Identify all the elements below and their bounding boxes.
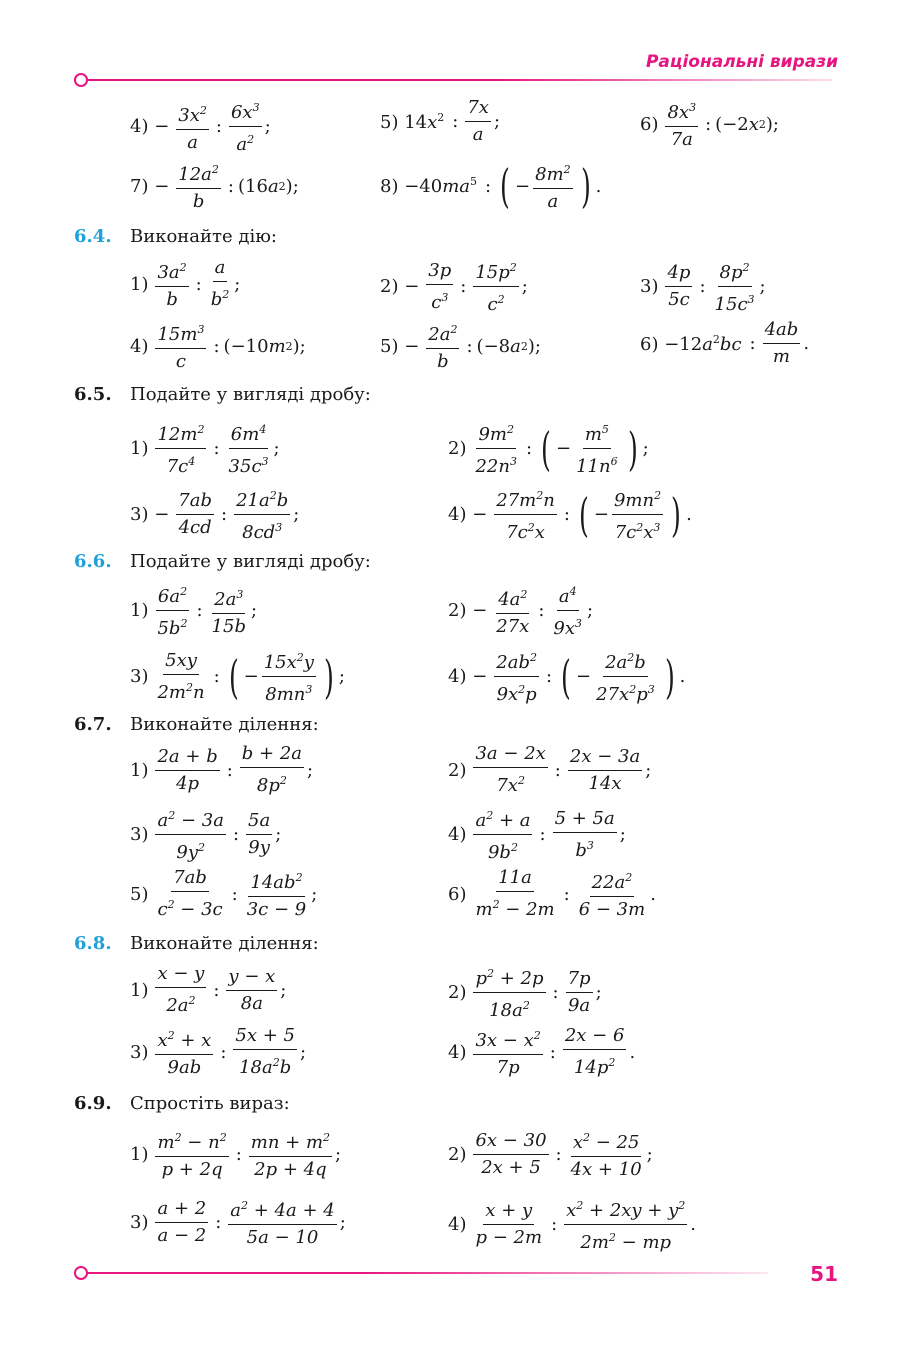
expr-6-4-2: 2) − $\frac{3p}{c^3}$ : $\frac{15p^2}{c^2}$ ;	[380, 256, 528, 317]
expr-6-6-1: 1) $\frac{6a^2}{5b^2}$ : $\frac{2a^3}{15b}$ ;	[130, 580, 257, 641]
expr-6-3-5: 5) $14x^2$ : $\frac{7x}{a}$ ;	[380, 97, 501, 145]
task-6-6: 6.6. Подайте у вигляді дробу:	[74, 551, 371, 572]
task-6-7: 6.7. Виконайте ділення:	[74, 714, 319, 735]
expr-6-7-1: 1) $\frac{2a + b}{4p}$ : $\frac{b + 2a}{8p^2}$ ;	[130, 743, 314, 796]
expr-6-5-3: 3) − $\frac{7ab}{4cd}$ : $\frac{21a^2b}{8cd^3}$ ;	[130, 484, 299, 545]
expr-6-9-2: 2) $\frac{6x - 30}{2x + 5}$ : $\frac{x^2 - 25}{4x + 10}$ ;	[448, 1126, 653, 1182]
expr-6-9-3: 3) $\frac{a + 2}{a - 2}$ : $\frac{a^2 + 4a + 4}{5a - 10}$ ;	[130, 1194, 346, 1250]
expr-6-8-3: 3) $\frac{x^2 + x}{9ab}$ : $\frac{5x + 5}{18a^2b}$ ;	[130, 1025, 307, 1078]
expr-6-6-4: 4) − $\frac{2ab^2}{9x^2p}$ : ( − $\frac{2a^2b}{27x^2p^3}$ ) .	[448, 646, 685, 707]
page-number: 51	[810, 1262, 838, 1286]
expr-6-4-1: 1) $\frac{3a^2}{b}$ : $\frac{a}{b^2}$ ;	[130, 257, 241, 310]
expr-6-3-8: $8) -40ma^5$ : ( − $\frac{8m^2}{a}$ ) .	[380, 159, 602, 213]
task-6-4: 6.4. Виконайте дію:	[74, 226, 277, 247]
expr-6-6-2: 2) − $\frac{4a^2}{27x}$ : $\frac{a^4}{9x^3}$ ;	[448, 580, 593, 641]
expr-6-5-1: 1) $\frac{12m^2}{7c^4}$ : $\frac{6m^4}{35c^3}$ ;	[130, 418, 280, 479]
expr-6-5-4: 4) − $\frac{27m^2n}{7c^2x}$ : ( − $\frac{9mn^2}{7c^2x^3}$ ) .	[448, 484, 692, 545]
expr-6-4-6: $6) -12a^2bc$ : $\frac{4ab}{m}$ .	[640, 319, 810, 367]
task-6-5: 6.5. Подайте у вигляді дробу:	[74, 384, 371, 405]
expr-6-9-4: 4) $\frac{x + y}{p - 2m}$ : $\frac{x^2 + 2xy + y^2}{2m^2 - mp}$ .	[448, 1194, 696, 1255]
expr-6-7-3: 3) $\frac{a^2 - 3a}{9y^2}$ : $\frac{5a}{9y}$ ;	[130, 804, 281, 865]
expr-6-4-4: 4) $\frac{15m^3}{c}$ : (−10 m 2 );	[130, 318, 306, 374]
expr-6-8-2: 2) $\frac{p^2 + 2p}{18a^2}$ : $\frac{7p}{9a}$ ;	[448, 962, 602, 1023]
header-rule	[86, 79, 832, 81]
expr-6-3-6: 6) $\frac{8x^3}{7a}$ : (−2 x 2 );	[640, 96, 779, 152]
footer-rule	[86, 1272, 768, 1274]
expr-6-3-7: 7) − $\frac{12a^2}{b}$ : (16 a 2 );	[130, 158, 299, 214]
expr-6-7-5: 5) $\frac{7ab}{c^2 - 3c}$ : $\frac{14ab^2}{3c - 9}$ ;	[130, 867, 318, 920]
expr-6-8-4: 4) $\frac{3x - x^2}{7p}$ : $\frac{2x - 6}{14p^2}$ .	[448, 1025, 636, 1078]
section-title: Раціональні вирази	[645, 52, 838, 72]
task-6-8: 6.8. Виконайте ділення:	[74, 933, 319, 954]
expr-6-4-5: 5) − $\frac{2a^2}{b}$ : (−8 a 2 );	[380, 318, 541, 374]
task-6-9: 6.9. Спростіть вираз:	[74, 1093, 290, 1114]
expr-6-7-2: 2) $\frac{3a - 2x}{7x^2}$ : $\frac{2x - 3a}{14x}$ ;	[448, 743, 652, 796]
expr-6-6-3: 3) $\frac{5xy}{2m^2n}$ : ( − $\frac{15x^2y}{8mn^3}$ ) ;	[130, 646, 345, 707]
expr-6-4-3: 3) $\frac{4p}{5c}$ : $\frac{8p^2}{15c^3}$ ;	[640, 256, 766, 317]
expr-6-3-4: 4) − $\frac{3x^2}{a}$ : $\frac{6x^3}{a^2}$ ;	[130, 96, 271, 157]
expr-6-5-2: 2) $\frac{9m^2}{22n^3}$ : ( − $\frac{m^5}{11n^6}$ ) ;	[448, 418, 649, 479]
expr-6-7-6: 6) $\frac{11a}{m^2 - 2m}$ : $\frac{22a^2}{6 - 3m}$ .	[448, 867, 656, 920]
expr-6-8-1: 1) $\frac{x - y}{2a^2}$ : $\frac{y - x}{8a}$ ;	[130, 963, 287, 1016]
expr-6-9-1: 1) $\frac{m^2 - n^2}{p + 2q}$ : $\frac{mn + m^2}{2p + 4q}$ ;	[130, 1126, 341, 1182]
expr-6-7-4: 4) $\frac{a^2 + a}{9b^2}$ : $\frac{5 + 5a}{b^3}$ ;	[448, 804, 626, 865]
